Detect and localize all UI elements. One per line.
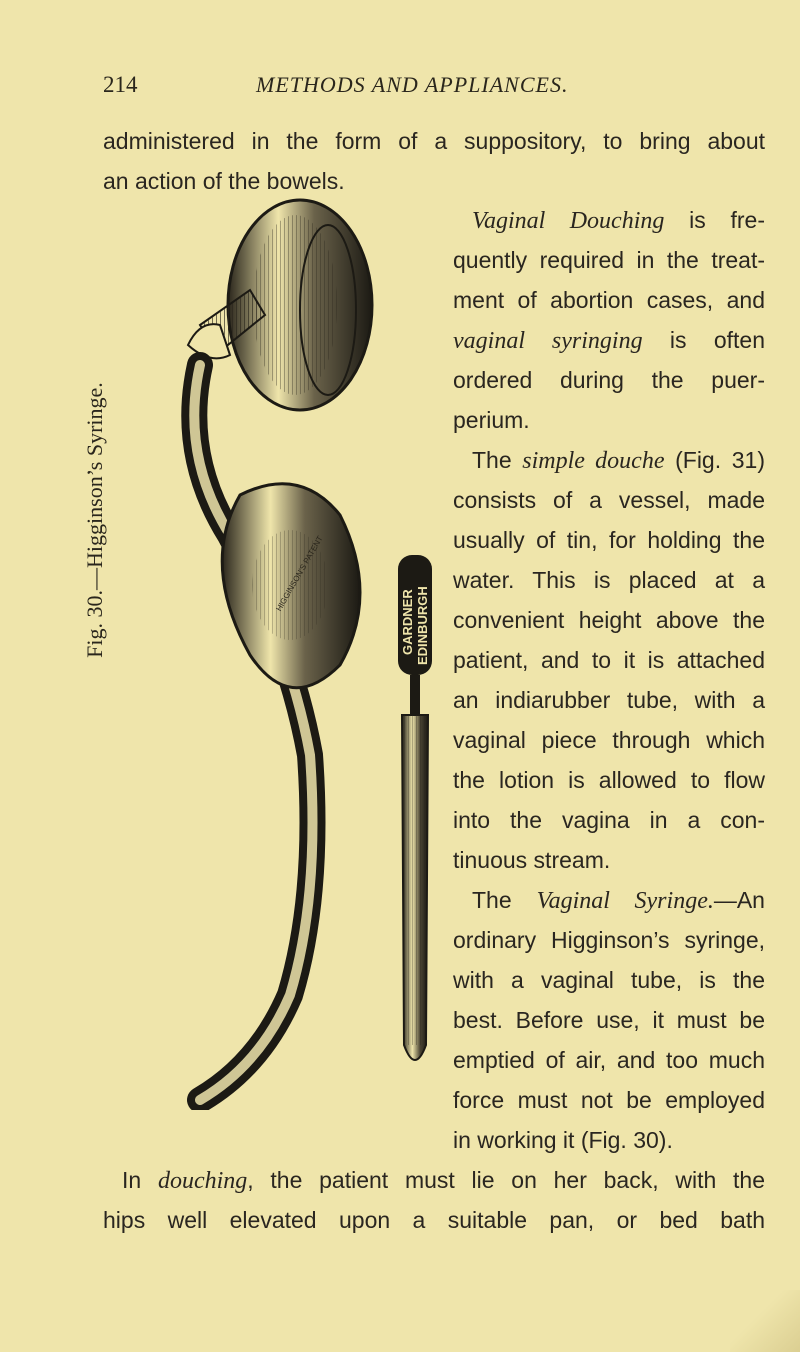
- text-span: —An: [713, 887, 765, 913]
- running-head: METHODS AND APPLIANCES.: [256, 72, 569, 97]
- italic-term: vaginal syringing: [453, 328, 643, 354]
- text-line: water. This is placed at a: [453, 567, 765, 593]
- text-line: best. Before use, it must be: [453, 1007, 765, 1033]
- italic-term: simple douche: [522, 448, 665, 474]
- maker-stamp-edinburgh: EDINBURGH: [415, 586, 430, 665]
- text-line: the lotion is allowed to flow: [453, 767, 765, 793]
- text-span: , the patient must lie on her back, with the: [247, 1167, 765, 1193]
- text-line: [453, 327, 765, 355]
- text-line: usually of tin, for holding the: [453, 527, 765, 553]
- maker-stamp-gardner: GARDNER: [400, 589, 415, 655]
- italic-term: Vaginal Douching: [472, 208, 665, 234]
- text-line: [472, 207, 765, 235]
- text-line: perium.: [453, 407, 530, 433]
- text-line: an indiarubber tube, with a: [453, 687, 765, 713]
- text-line: convenient height above the: [453, 607, 765, 633]
- rubber-bulb: [222, 484, 360, 688]
- text-line: [122, 1167, 765, 1195]
- text-line: [472, 887, 765, 915]
- valve-and-right-tube: [398, 555, 432, 1060]
- text-span: The: [472, 447, 523, 473]
- text-line: into the vagina in a con-: [453, 807, 765, 833]
- text-span: In: [122, 1167, 158, 1193]
- text-line: quently required in the treat-: [453, 247, 765, 273]
- text-span: is fre-: [664, 207, 765, 233]
- italic-term: Vaginal Syringe.: [536, 888, 714, 914]
- bulb-inscription: HIGGINSON'S PATENT: [274, 534, 325, 613]
- syringe-engraving: [140, 195, 450, 1110]
- text-span: (Fig. 31): [664, 447, 765, 473]
- text-line: an action of the bowels.: [103, 168, 345, 194]
- text-line: emptied of air, and too much: [453, 1047, 765, 1073]
- text-span: The: [472, 887, 537, 913]
- page-header: [0, 72, 800, 112]
- text-line: ordinary Higginson’s syringe,: [453, 927, 765, 953]
- text-line: hips well elevated upon a suitable pan, or bed bath: [103, 1207, 765, 1233]
- page-number: 214: [103, 72, 138, 97]
- text-line: tinuous stream.: [453, 847, 611, 873]
- text-span: is often: [642, 327, 766, 353]
- text-line: force must not be employed: [453, 1087, 765, 1113]
- text-line: ordered during the puer-: [453, 367, 765, 393]
- text-line: [472, 447, 765, 475]
- page-corner-shadow: [730, 1290, 800, 1352]
- text-line: ment of abortion cases, and: [453, 287, 765, 313]
- text-line: in working it (Fig. 30).: [453, 1127, 673, 1153]
- figure-caption: Fig. 30.—Higginson’s Syringe.: [82, 382, 107, 658]
- left-tube: [194, 365, 312, 1100]
- italic-term: douching: [157, 1168, 248, 1194]
- higginsons-syringe-illustration: [140, 195, 450, 1110]
- text-line: with a vaginal tube, is the: [453, 967, 765, 993]
- text-line: patient, and to it is attached: [453, 647, 765, 673]
- text-line: administered in the form of a suppository, to bring about: [103, 128, 765, 154]
- text-line: vaginal piece through which: [453, 727, 765, 753]
- text-line: consists of a vessel, made: [453, 487, 765, 513]
